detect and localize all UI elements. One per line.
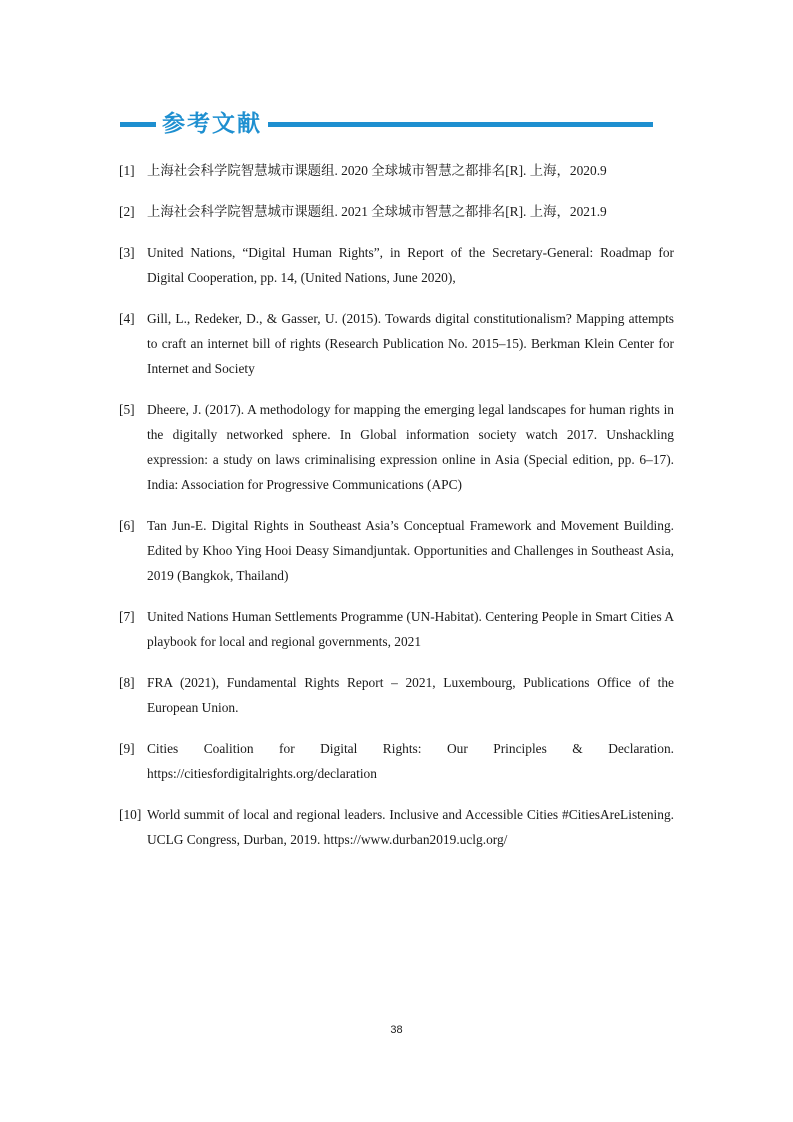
reference-item-5 xyxy=(119,397,674,497)
reference-item-2 xyxy=(119,199,674,224)
heading-rule-left xyxy=(120,122,156,127)
reference-item-7 xyxy=(119,604,674,654)
reference-number: [5] xyxy=(119,402,135,417)
reference-number: [8] xyxy=(119,675,135,690)
reference-number: [3] xyxy=(119,245,135,260)
reference-number: [9] xyxy=(119,741,135,756)
reference-item-9 xyxy=(119,736,674,786)
heading-title: 参考文献 xyxy=(162,110,262,137)
reference-text: Dheere, J. (2017). A methodology for mapping the emerging legal landscapes for human rights in the digitally networked sphere. In Global information society watch 2017. Unshackling expression: a study on laws criminalising expression online in Asia (Special edition, pp. 6–17). India: Association for Progressive Communications (APC) xyxy=(147,402,674,492)
reference-number: [1] xyxy=(119,163,135,178)
reference-item-8 xyxy=(119,670,674,720)
reference-text: FRA (2021), Fundamental Rights Report – 2021, Luxembourg, Publications Office of the European Union. xyxy=(147,675,674,715)
reference-text: United Nations Human Settlements Programme (UN-Habitat). Centering People in Smart Cities A playbook for local and regional governments, 2021 xyxy=(147,609,674,649)
reference-text: Tan Jun-E. Digital Rights in Southeast Asia’s Conceptual Framework and Movement Building. Edited by Khoo Ying Hooi Deasy Simandjuntak. Opportunities and Challenges in Southeast Asia, 2019 (Bangkok, Thailand) xyxy=(147,518,674,583)
reference-number: [7] xyxy=(119,609,135,624)
reference-number: [2] xyxy=(119,204,135,219)
reference-text: Gill, L., Redeker, D., & Gasser, U. (2015). Towards digital constitutionalism? Mapping attempts to craft an internet bill of rights (Research Publication No. 2015–15). Berkman Klein Center for Internet and Society xyxy=(147,311,674,376)
reference-item-1 xyxy=(119,158,674,183)
reference-item-4 xyxy=(119,306,674,381)
reference-text: 上海社会科学院智慧城市课题组. 2021 全球城市智慧之都排名[R]. 上海，2021.9 xyxy=(147,204,607,219)
reference-text: United Nations, “Digital Human Rights”, in Report of the Secretary-General: Roadmap for Digital Cooperation, pp. 14, (United Nations, June 2020), xyxy=(147,245,674,285)
reference-item-10 xyxy=(119,802,674,852)
heading-rule-right xyxy=(268,122,653,127)
section-heading xyxy=(120,104,653,144)
reference-number: [4] xyxy=(119,311,135,326)
page-number: 38 xyxy=(390,1024,403,1036)
reference-number: [10] xyxy=(119,807,142,822)
reference-text: World summit of local and regional leaders. Inclusive and Accessible Cities #CitiesAreListening. UCLG Congress, Durban, 2019. https://www.durban2019.uclg.org/ xyxy=(147,807,674,847)
reference-number: [6] xyxy=(119,518,135,533)
reference-text: Cities Coalition for Digital Rights: Our Principles & Declaration. https://citiesfordigitalrights.org/declaration xyxy=(147,741,674,781)
reference-item-6 xyxy=(119,513,674,588)
reference-text: 上海社会科学院智慧城市课题组. 2020 全球城市智慧之都排名[R]. 上海，2020.9 xyxy=(147,163,607,178)
reference-list xyxy=(119,158,674,868)
reference-item-3 xyxy=(119,240,674,290)
